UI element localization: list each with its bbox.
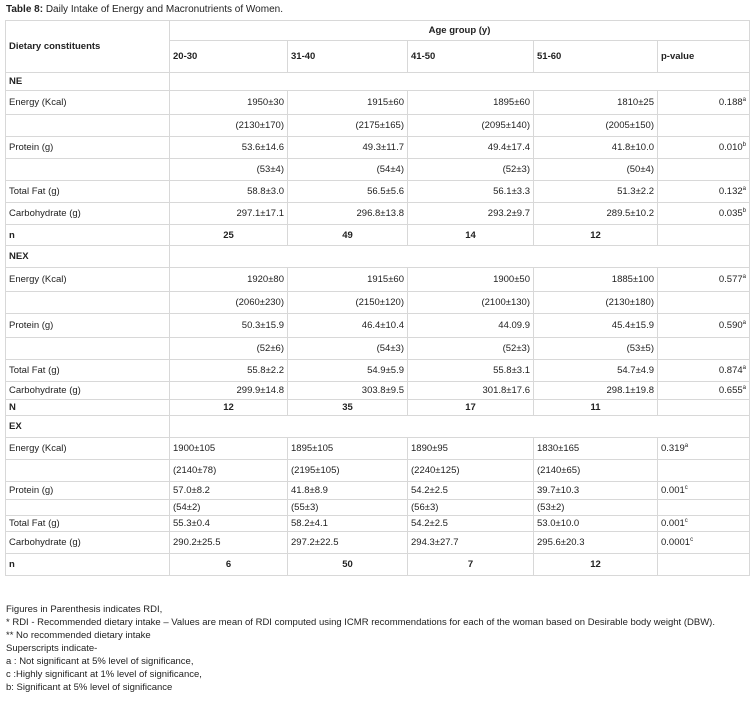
value-cell: 289.5±10.2 xyxy=(534,203,658,225)
table-row xyxy=(6,268,750,292)
header-age-group: Age group (y) xyxy=(170,21,750,41)
table-row xyxy=(6,482,750,500)
empty-cell xyxy=(6,500,170,516)
header-col: 20-30 xyxy=(170,41,288,73)
p-value: 0.590 xyxy=(718,320,743,331)
row-label: Carbohydrate (g) xyxy=(6,532,170,554)
value-cell: 1895±105 xyxy=(288,438,408,460)
significance-superscript: a xyxy=(742,96,746,103)
rdi-row xyxy=(6,115,750,137)
value-cell: 290.2±25.5 xyxy=(170,532,288,554)
significance-superscript: a xyxy=(742,384,746,391)
p-value: 0.655 xyxy=(718,385,743,396)
section-ex xyxy=(6,416,750,576)
rdi-row xyxy=(6,460,750,482)
header-p-value: p-value xyxy=(658,41,750,73)
empty-cell xyxy=(6,338,170,360)
header-col: 31-40 xyxy=(288,41,408,73)
row-label: Protein (g) xyxy=(6,314,170,338)
value-cell: 55.8±3.1 xyxy=(408,360,534,382)
row-label: Total Fat (g) xyxy=(6,360,170,382)
value-cell: 41.8±10.0 xyxy=(534,137,658,159)
value-cell: 55.3±0.4 xyxy=(170,516,288,532)
rdi-cell: (2060±230) xyxy=(170,292,288,314)
empty-cell xyxy=(170,246,750,268)
header-dietary-constituents: Dietary constituents xyxy=(6,21,170,73)
value-cell: 45.4±15.9 xyxy=(534,314,658,338)
significance-superscript: a xyxy=(742,364,746,371)
significance-superscript: c xyxy=(684,517,688,524)
rdi-cell: (50±4) xyxy=(534,159,658,181)
intake-table xyxy=(5,20,750,576)
table-row xyxy=(6,382,750,400)
rdi-cell: (52±3) xyxy=(408,338,534,360)
value-cell: 301.8±17.6 xyxy=(408,382,534,400)
row-label: Protein (g) xyxy=(6,137,170,159)
section-title: NEX xyxy=(6,246,170,268)
sample-size-cell: 12 xyxy=(170,400,288,416)
value-cell: 1900±105 xyxy=(170,438,288,460)
value-cell: 293.2±9.7 xyxy=(408,203,534,225)
p-value: 0.874 xyxy=(718,365,743,376)
value-cell: 303.8±9.5 xyxy=(288,382,408,400)
value-cell: 297.1±17.1 xyxy=(170,203,288,225)
p-value-cell xyxy=(658,482,750,500)
sample-size-row xyxy=(6,554,750,576)
value-cell: 56.5±5.6 xyxy=(288,181,408,203)
value-cell: 49.3±11.7 xyxy=(288,137,408,159)
footnote: Figures in Parenthesis indicates RDI, xyxy=(6,604,163,615)
rdi-cell: (53±4) xyxy=(170,159,288,181)
table-row xyxy=(6,516,750,532)
row-label: Protein (g) xyxy=(6,482,170,500)
footnote: * RDI - Recommended dietary intake – Values are mean of RDI computed using ICMR recommendations for each of the woman based on Desirable body weight (DBW). xyxy=(6,617,715,628)
value-cell: 50.3±15.9 xyxy=(170,314,288,338)
section-title: NE xyxy=(6,73,170,91)
rdi-cell: (54±3) xyxy=(288,338,408,360)
empty-cell xyxy=(6,115,170,137)
value-cell: 299.9±14.8 xyxy=(170,382,288,400)
header-col: 41-50 xyxy=(408,41,534,73)
table-row xyxy=(6,532,750,554)
sample-size-row xyxy=(6,400,750,416)
rdi-cell: (2175±165) xyxy=(288,115,408,137)
sample-size-cell: 12 xyxy=(534,554,658,576)
footnote: ** No recommended dietary intake xyxy=(6,630,151,641)
significance-superscript: a xyxy=(742,319,746,326)
p-value-cell xyxy=(658,91,750,115)
empty-cell xyxy=(170,416,750,438)
value-cell: 57.0±8.2 xyxy=(170,482,288,500)
p-value-cell xyxy=(658,516,750,532)
section-title-row xyxy=(6,416,750,438)
section-title-row xyxy=(6,73,750,91)
p-value-cell xyxy=(658,438,750,460)
row-label: Carbohydrate (g) xyxy=(6,382,170,400)
p-value: 0.132 xyxy=(718,186,743,197)
value-cell: 56.1±3.3 xyxy=(408,181,534,203)
section-ne xyxy=(6,73,750,246)
rdi-cell: (52±6) xyxy=(170,338,288,360)
value-cell: 49.4±17.4 xyxy=(408,137,534,159)
value-cell: 1895±60 xyxy=(408,91,534,115)
value-cell: 54.7±4.9 xyxy=(534,360,658,382)
value-cell: 58.2±4.1 xyxy=(288,516,408,532)
sample-size-label: n xyxy=(6,225,170,246)
caption-label: Table 8: xyxy=(6,4,44,15)
value-cell: 1890±95 xyxy=(408,438,534,460)
p-value-cell xyxy=(658,203,750,225)
p-value: 0.577 xyxy=(718,274,743,285)
p-value: 0.035 xyxy=(718,208,743,219)
table-row xyxy=(6,203,750,225)
significance-superscript: c xyxy=(684,484,688,491)
footnote: a : Not significant at 5% level of significance, xyxy=(6,656,194,667)
significance-superscript: a xyxy=(742,185,746,192)
value-cell: 1885±100 xyxy=(534,268,658,292)
footnote: b: Significant at 5% level of significance xyxy=(6,682,173,693)
table-row xyxy=(6,181,750,203)
empty-cell xyxy=(658,400,750,416)
p-value: 0.010 xyxy=(718,142,743,153)
table-row xyxy=(6,360,750,382)
value-cell: 53.0±10.0 xyxy=(534,516,658,532)
sample-size-cell: 6 xyxy=(170,554,288,576)
sample-size-cell: 25 xyxy=(170,225,288,246)
significance-superscript: c xyxy=(690,536,694,543)
empty-cell xyxy=(6,159,170,181)
value-cell: 51.3±2.2 xyxy=(534,181,658,203)
rdi-cell: (53±5) xyxy=(534,338,658,360)
value-cell: 297.2±22.5 xyxy=(288,532,408,554)
sample-size-cell: 7 xyxy=(408,554,534,576)
rdi-cell: (2140±78) xyxy=(170,460,288,482)
p-value-cell xyxy=(658,268,750,292)
value-cell: 295.6±20.3 xyxy=(534,532,658,554)
sample-size-cell: 12 xyxy=(534,225,658,246)
empty-cell xyxy=(658,159,750,181)
rdi-cell: (2140±65) xyxy=(534,460,658,482)
rdi-cell: (55±3) xyxy=(288,500,408,516)
value-cell: 1915±60 xyxy=(288,268,408,292)
rdi-cell: (2195±105) xyxy=(288,460,408,482)
footnote: c :Highly significant at 1% level of significance, xyxy=(6,669,202,680)
rdi-row xyxy=(6,338,750,360)
value-cell: 1810±25 xyxy=(534,91,658,115)
rdi-cell: (2150±120) xyxy=(288,292,408,314)
p-value-cell xyxy=(658,137,750,159)
sample-size-cell: 49 xyxy=(288,225,408,246)
table-row xyxy=(6,438,750,460)
value-cell: 1950±30 xyxy=(170,91,288,115)
row-label: Total Fat (g) xyxy=(6,516,170,532)
value-cell: 294.3±27.7 xyxy=(408,532,534,554)
p-value: 0.319 xyxy=(661,443,685,454)
rdi-cell: (2240±125) xyxy=(408,460,534,482)
table-row xyxy=(6,137,750,159)
p-value-cell xyxy=(658,382,750,400)
value-cell: 55.8±2.2 xyxy=(170,360,288,382)
row-label: Energy (Kcal) xyxy=(6,268,170,292)
value-cell: 46.4±10.4 xyxy=(288,314,408,338)
table-row xyxy=(6,91,750,115)
rdi-cell: (2005±150) xyxy=(534,115,658,137)
empty-cell xyxy=(658,225,750,246)
sample-size-row xyxy=(6,225,750,246)
rdi-cell: (54±2) xyxy=(170,500,288,516)
rdi-row xyxy=(6,500,750,516)
rdi-cell: (56±3) xyxy=(408,500,534,516)
row-label: Total Fat (g) xyxy=(6,181,170,203)
rdi-cell: (54±4) xyxy=(288,159,408,181)
value-cell: 1920±80 xyxy=(170,268,288,292)
row-label: Carbohydrate (g) xyxy=(6,203,170,225)
significance-superscript: a xyxy=(742,273,746,280)
caption-text: Daily Intake of Energy and Macronutrients of Women. xyxy=(43,4,283,15)
empty-cell xyxy=(6,460,170,482)
sample-size-cell: 14 xyxy=(408,225,534,246)
p-value: 0.001 xyxy=(661,485,685,496)
significance-superscript: a xyxy=(684,442,689,449)
empty-cell xyxy=(658,460,750,482)
p-value-cell xyxy=(658,360,750,382)
value-cell: 39.7±10.3 xyxy=(534,482,658,500)
rdi-cell: (53±2) xyxy=(534,500,658,516)
value-cell: 298.1±19.8 xyxy=(534,382,658,400)
footnote: Superscripts indicate- xyxy=(6,643,98,654)
row-label: Energy (Kcal) xyxy=(6,91,170,115)
value-cell: 54.9±5.9 xyxy=(288,360,408,382)
value-cell: 58.8±3.0 xyxy=(170,181,288,203)
empty-cell xyxy=(6,292,170,314)
value-cell: 44.09.9 xyxy=(408,314,534,338)
significance-superscript: b xyxy=(742,207,746,214)
sample-size-cell: 35 xyxy=(288,400,408,416)
rdi-cell: (2100±130) xyxy=(408,292,534,314)
value-cell: 1915±60 xyxy=(288,91,408,115)
value-cell: 54.2±2.5 xyxy=(408,482,534,500)
value-cell: 296.8±13.8 xyxy=(288,203,408,225)
empty-cell xyxy=(658,115,750,137)
value-cell: 41.8±8.9 xyxy=(288,482,408,500)
value-cell: 53.6±14.6 xyxy=(170,137,288,159)
rdi-cell: (2130±180) xyxy=(534,292,658,314)
section-title: EX xyxy=(6,416,170,438)
sample-size-cell: 11 xyxy=(534,400,658,416)
value-cell: 1900±50 xyxy=(408,268,534,292)
p-value-cell xyxy=(658,181,750,203)
section-nex xyxy=(6,246,750,416)
table-footnotes xyxy=(6,603,750,694)
p-value-cell xyxy=(658,314,750,338)
section-title-row xyxy=(6,246,750,268)
rdi-cell: (2095±140) xyxy=(408,115,534,137)
empty-cell xyxy=(658,292,750,314)
table-row xyxy=(6,314,750,338)
rdi-row xyxy=(6,159,750,181)
significance-superscript: b xyxy=(742,141,746,148)
sample-size-label: n xyxy=(6,554,170,576)
empty-cell xyxy=(658,500,750,516)
p-value: 0.0001 xyxy=(661,537,691,548)
p-value: 0.188 xyxy=(718,97,743,108)
empty-cell xyxy=(658,554,750,576)
empty-cell xyxy=(658,338,750,360)
empty-cell xyxy=(170,73,750,91)
p-value-cell xyxy=(658,532,750,554)
sample-size-cell: 17 xyxy=(408,400,534,416)
rdi-cell: (52±3) xyxy=(408,159,534,181)
rdi-row xyxy=(6,292,750,314)
value-cell: 54.2±2.5 xyxy=(408,516,534,532)
sample-size-label: N xyxy=(6,400,170,416)
sample-size-cell: 50 xyxy=(288,554,408,576)
header-col: 51-60 xyxy=(534,41,658,73)
row-label: Energy (Kcal) xyxy=(6,438,170,460)
value-cell: 1830±165 xyxy=(534,438,658,460)
table-caption xyxy=(6,4,283,15)
p-value: 0.001 xyxy=(661,518,685,529)
rdi-cell: (2130±170) xyxy=(170,115,288,137)
